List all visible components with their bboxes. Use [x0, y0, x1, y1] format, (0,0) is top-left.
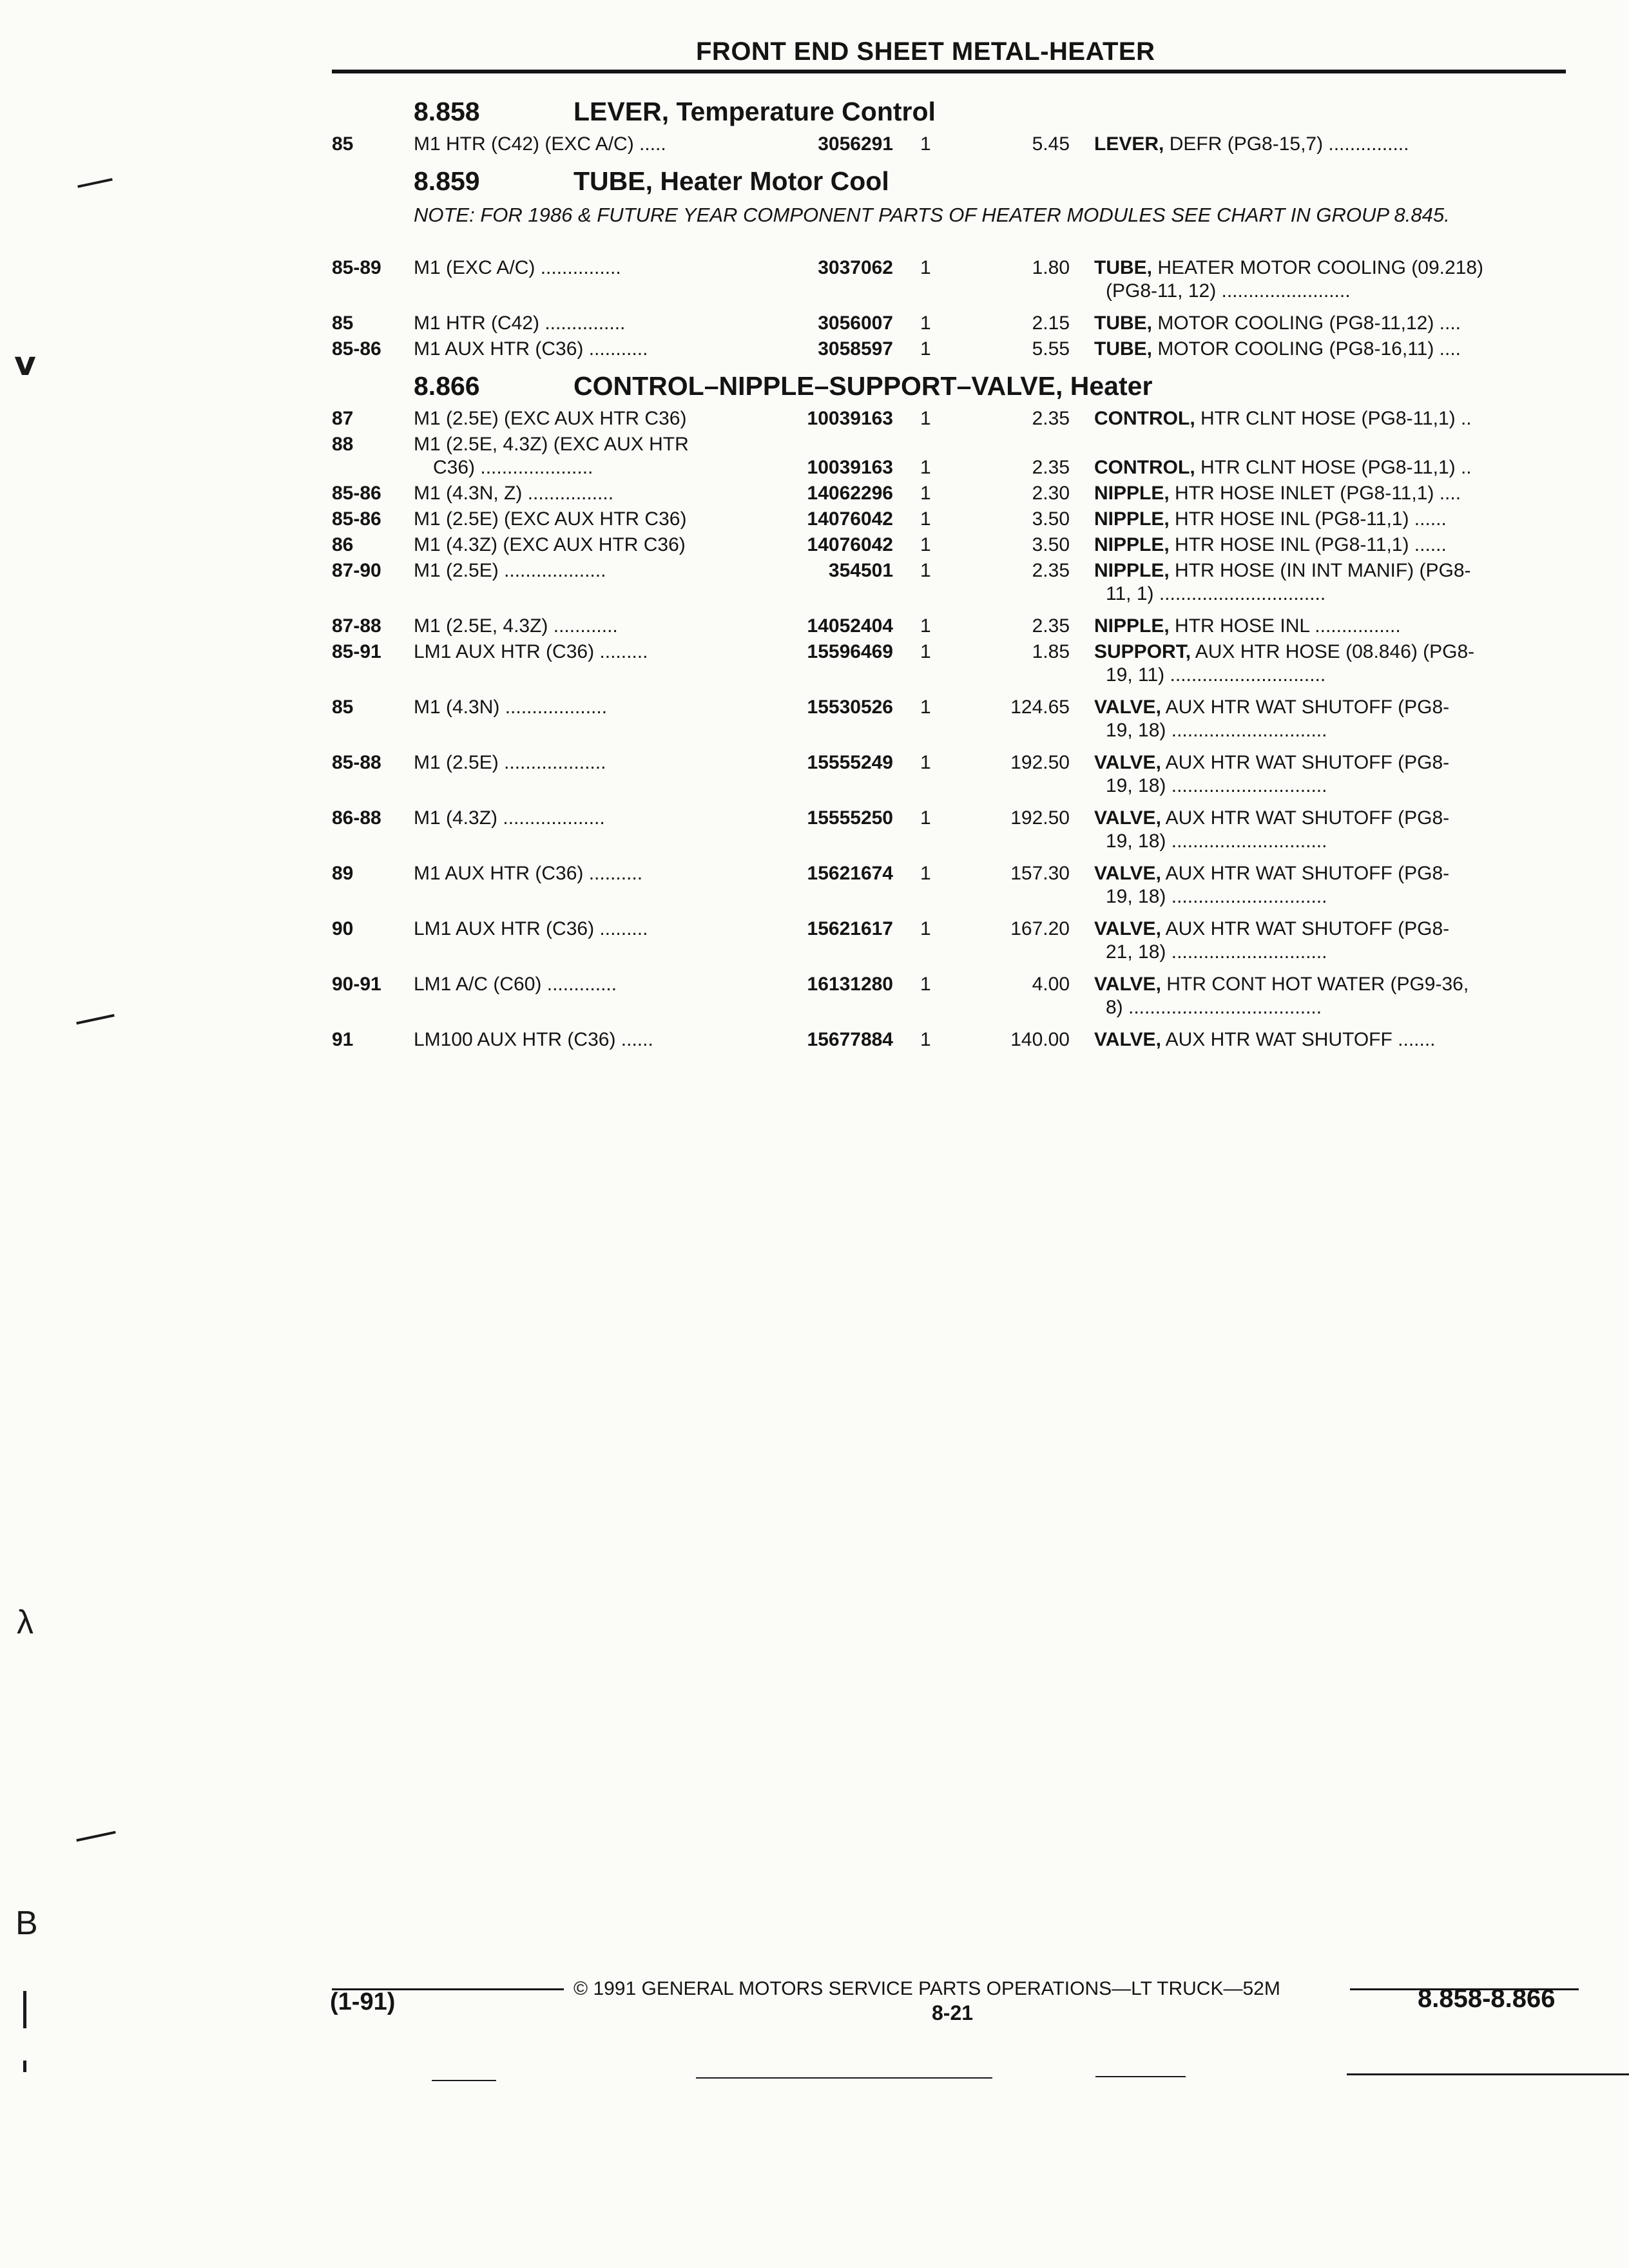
- part-name: NIPPLE,: [1094, 508, 1170, 530]
- description: [1094, 973, 1566, 1019]
- description-line: 8) ....................................: [1106, 997, 1322, 1018]
- description: [1094, 312, 1566, 335]
- description-line: [1094, 973, 1566, 996]
- part-number: 15530526: [807, 697, 893, 718]
- description: [1094, 751, 1566, 798]
- description-line: [1094, 1028, 1566, 1052]
- model-years: 86-88: [332, 807, 381, 829]
- application-line: M1 (4.3Z) ...................: [414, 807, 605, 829]
- description: [1094, 559, 1566, 606]
- application: [414, 256, 764, 280]
- scan-mark: [23, 1991, 26, 2028]
- description: [1094, 482, 1566, 505]
- list-price: 2.35: [1032, 560, 1070, 581]
- part-name: VALVE,: [1094, 863, 1161, 884]
- description-text: HTR HOSE INLET (PG8-11,1) ....: [1175, 483, 1461, 504]
- application: [414, 862, 764, 885]
- description: [1094, 696, 1566, 742]
- footer-copyright: © 1991 GENERAL MOTORS SERVICE PARTS OPERATIONS—LT TRUCK—52M: [574, 1978, 1280, 1999]
- part-number: 3037062: [818, 257, 893, 278]
- description: [1094, 456, 1566, 479]
- description-line: [1094, 133, 1566, 156]
- scan-mark: [696, 2077, 992, 2079]
- description-line: [1094, 862, 1566, 885]
- application-line: M1 (2.5E, 4.3Z) (EXC AUX HTR: [414, 434, 689, 455]
- application-line: M1 (EXC A/C) ...............: [414, 257, 621, 278]
- description-text: AUX HTR WAT SHUTOFF (PG8-: [1165, 807, 1450, 829]
- part-name: VALVE,: [1094, 697, 1161, 718]
- description-line: 19, 18) .............................: [1106, 775, 1327, 796]
- part-name: NIPPLE,: [1094, 615, 1170, 637]
- part-number: 14052404: [807, 615, 893, 637]
- quantity: 1: [920, 807, 931, 829]
- description: [1094, 640, 1566, 687]
- model-years: 85-91: [332, 641, 381, 662]
- application: [414, 133, 764, 156]
- quantity: 1: [920, 918, 931, 939]
- quantity: 1: [920, 408, 931, 429]
- model-years: 85-89: [332, 257, 381, 278]
- part-name: TUBE,: [1094, 312, 1152, 334]
- part-number: 354501: [828, 560, 893, 581]
- scan-mark: [23, 2061, 26, 2072]
- model-years: 91: [332, 1029, 354, 1050]
- section-note: NOTE: FOR 1986 & FUTURE YEAR COMPONENT PARTS OF HEATER MODULES SEE CHART IN GROUP 8.845.: [414, 204, 1450, 226]
- part-name: NIPPLE,: [1094, 534, 1170, 555]
- application-line: M1 (2.5E) (EXC AUX HTR C36): [414, 508, 687, 530]
- description-text: HTR HOSE (IN INT MANIF) (PG8-: [1175, 560, 1471, 581]
- quantity: 1: [920, 863, 931, 884]
- list-price: 5.55: [1032, 338, 1070, 360]
- list-price: 2.30: [1032, 483, 1070, 504]
- application: [414, 312, 764, 335]
- description-line: [1094, 338, 1566, 361]
- application: [414, 973, 764, 996]
- application: [414, 1028, 764, 1052]
- description: [1094, 862, 1566, 908]
- description-line: [1094, 256, 1566, 280]
- application-line: M1 (4.3N) ...................: [414, 697, 608, 718]
- description-line: 21, 18) .............................: [1106, 941, 1327, 963]
- description-line: [1094, 312, 1566, 335]
- quantity: 1: [920, 560, 931, 581]
- description-text: HTR CLNT HOSE (PG8-11,1) ..: [1200, 408, 1472, 429]
- part-number: 15596469: [807, 641, 893, 662]
- list-price: 1.85: [1032, 641, 1070, 662]
- scan-mark: [1095, 2076, 1186, 2077]
- list-price: 3.50: [1032, 534, 1070, 555]
- list-price: 140.00: [1010, 1029, 1070, 1050]
- application-line: M1 (2.5E) (EXC AUX HTR C36): [414, 408, 687, 429]
- application-line: M1 (2.5E) ...................: [414, 752, 606, 773]
- model-years: 85-86: [332, 508, 381, 530]
- part-name: VALVE,: [1094, 974, 1161, 995]
- description-line: [1094, 559, 1566, 582]
- description-text: MOTOR COOLING (PG8-16,11) ....: [1157, 338, 1461, 360]
- application-line: M1 HTR (C42) ...............: [414, 312, 626, 334]
- list-price: 2.35: [1032, 457, 1070, 478]
- part-name: VALVE,: [1094, 752, 1161, 773]
- quantity: 1: [920, 615, 931, 637]
- list-price: 167.20: [1010, 918, 1070, 939]
- description: [1094, 1028, 1566, 1052]
- quantity: 1: [920, 641, 931, 662]
- part-name: NIPPLE,: [1094, 483, 1170, 504]
- list-price: 5.45: [1032, 133, 1070, 155]
- description: [1094, 508, 1566, 531]
- part-number: 3058597: [818, 338, 893, 360]
- section-code: 8.866: [414, 371, 480, 401]
- quantity: 1: [920, 752, 931, 773]
- part-number: 14076042: [807, 534, 893, 555]
- list-price: 192.50: [1010, 752, 1070, 773]
- description-line: [1094, 751, 1566, 774]
- quantity: 1: [920, 483, 931, 504]
- model-years: 86: [332, 534, 354, 555]
- description: [1094, 133, 1566, 156]
- application: [414, 696, 764, 719]
- application: [414, 338, 764, 361]
- description-line: [1094, 696, 1566, 719]
- description-text: AUX HTR WAT SHUTOFF (PG8-: [1165, 697, 1450, 718]
- application: [414, 407, 764, 430]
- description-line: [1094, 508, 1566, 531]
- part-number: 16131280: [807, 974, 893, 995]
- model-years: 85: [332, 312, 354, 334]
- description-line: 19, 11) .............................: [1106, 664, 1326, 686]
- part-name: NIPPLE,: [1094, 560, 1170, 581]
- quantity: 1: [920, 312, 931, 334]
- model-years: 90-91: [332, 974, 381, 995]
- model-years: 89: [332, 863, 354, 884]
- application: [414, 533, 764, 557]
- application: [414, 482, 764, 505]
- part-name: TUBE,: [1094, 338, 1152, 360]
- description-text: AUX HTR WAT SHUTOFF .......: [1165, 1029, 1436, 1050]
- description-text: AUX HTR WAT SHUTOFF (PG8-: [1165, 918, 1450, 939]
- description-line: (PG8-11, 12) ........................: [1106, 280, 1351, 302]
- part-name: VALVE,: [1094, 918, 1161, 939]
- section-code: 8.858: [414, 97, 480, 126]
- application: [414, 807, 764, 830]
- description: [1094, 407, 1566, 430]
- model-years: 85: [332, 697, 354, 718]
- application-line: M1 (4.3N, Z) ................: [414, 483, 614, 504]
- application-line: LM1 AUX HTR (C36) .........: [414, 641, 648, 662]
- description-text: HTR HOSE INL (PG8-11,1) ......: [1175, 534, 1447, 555]
- model-years: 90: [332, 918, 354, 939]
- application: [414, 918, 764, 941]
- application: [414, 508, 764, 531]
- scan-mark: B: [15, 1905, 38, 1942]
- model-years: 87-90: [332, 560, 381, 581]
- description: [1094, 615, 1566, 638]
- scan-mark: [432, 2080, 496, 2081]
- list-price: 4.00: [1032, 974, 1070, 995]
- description-text: MOTOR COOLING (PG8-11,12) ....: [1157, 312, 1461, 334]
- description: [1094, 338, 1566, 361]
- list-price: 2.35: [1032, 615, 1070, 637]
- description-line: [1094, 456, 1566, 479]
- part-number: 15621617: [807, 918, 893, 939]
- scan-mark: [1347, 2073, 1629, 2075]
- model-years: 88: [332, 434, 354, 455]
- quantity: 1: [920, 338, 931, 360]
- description-text: HTR HOSE INL ................: [1175, 615, 1401, 637]
- part-name: VALVE,: [1094, 807, 1161, 829]
- description-text: HEATER MOTOR COOLING (09.218): [1157, 257, 1484, 278]
- model-years: 87-88: [332, 615, 381, 637]
- footer-section-range: 8.858-8.866: [1418, 1984, 1556, 2013]
- part-number: 10039163: [807, 457, 893, 478]
- description-line: [1094, 640, 1566, 664]
- model-years: 85-86: [332, 338, 381, 360]
- application-line: LM100 AUX HTR (C36) ......: [414, 1029, 653, 1050]
- part-name: CONTROL,: [1094, 457, 1195, 478]
- page-title: FRONT END SHEET METAL-HEATER: [696, 37, 1155, 66]
- part-name: TUBE,: [1094, 257, 1152, 278]
- part-number: 3056291: [818, 133, 893, 155]
- part-number: 3056007: [818, 312, 893, 334]
- model-years: 85-86: [332, 483, 381, 504]
- application-line: M1 (2.5E) ...................: [414, 560, 606, 581]
- application-line: M1 (2.5E, 4.3Z) ............: [414, 615, 618, 637]
- part-name: LEVER,: [1094, 133, 1164, 155]
- description-line: [1094, 615, 1566, 638]
- application-line: M1 AUX HTR (C36) ..........: [414, 863, 643, 884]
- model-years: 85: [332, 133, 354, 155]
- description-line: 19, 18) .............................: [1106, 886, 1327, 907]
- application-line: M1 HTR (C42) (EXC A/C) .....: [414, 133, 666, 155]
- part-number: 15677884: [807, 1029, 893, 1050]
- application: [414, 615, 764, 638]
- section-title: TUBE, Heater Motor Cool: [574, 166, 889, 196]
- description-text: DEFR (PG8-15,7) ...............: [1169, 133, 1409, 155]
- footer-page-number: 8-21: [932, 2001, 974, 2024]
- list-price: 2.15: [1032, 312, 1070, 334]
- description-line: 19, 18) .............................: [1106, 720, 1327, 741]
- application: [414, 640, 764, 664]
- list-price: 2.35: [1032, 408, 1070, 429]
- description-text: HTR CLNT HOSE (PG8-11,1) ..: [1200, 457, 1472, 478]
- list-price: 124.65: [1010, 697, 1070, 718]
- section-code: 8.859: [414, 166, 480, 196]
- part-number: 15555249: [807, 752, 893, 773]
- list-price: 157.30: [1010, 863, 1070, 884]
- part-name: VALVE,: [1094, 1029, 1161, 1050]
- application: [414, 433, 764, 479]
- scan-mark: [76, 1831, 115, 1842]
- scan-mark: λ: [17, 1604, 34, 1641]
- part-number: 10039163: [807, 408, 893, 429]
- part-number: 15555250: [807, 807, 893, 829]
- description-line: 19, 18) .............................: [1106, 831, 1327, 852]
- quantity: 1: [920, 133, 931, 155]
- part-number: 14062296: [807, 483, 893, 504]
- description-line: 11, 1) ...............................: [1106, 583, 1326, 604]
- application: [414, 559, 764, 582]
- description-text: AUX HTR WAT SHUTOFF (PG8-: [1165, 752, 1450, 773]
- description-text: HTR HOSE INL (PG8-11,1) ......: [1175, 508, 1447, 530]
- footer-date: (1-91): [330, 1988, 396, 2015]
- list-price: 192.50: [1010, 807, 1070, 829]
- description: [1094, 256, 1566, 303]
- part-number: 14076042: [807, 508, 893, 530]
- quantity: 1: [920, 534, 931, 555]
- part-name: CONTROL,: [1094, 408, 1195, 429]
- list-price: 1.80: [1032, 257, 1070, 278]
- description-text: HTR CONT HOT WATER (PG9-36,: [1166, 974, 1469, 995]
- section-title: CONTROL–NIPPLE–SUPPORT–VALVE, Heater: [574, 371, 1153, 401]
- description: [1094, 918, 1566, 964]
- description-line: [1094, 807, 1566, 830]
- model-years: 87: [332, 408, 354, 429]
- model-years: 85-88: [332, 752, 381, 773]
- description-text: AUX HTR HOSE (08.846) (PG8-: [1195, 641, 1475, 662]
- quantity: 1: [920, 1029, 931, 1050]
- description-text: AUX HTR WAT SHUTOFF (PG8-: [1165, 863, 1450, 884]
- part-number: 15621674: [807, 863, 893, 884]
- description: [1094, 533, 1566, 557]
- quantity: 1: [920, 697, 931, 718]
- quantity: 1: [920, 974, 931, 995]
- part-name: SUPPORT,: [1094, 641, 1191, 662]
- quantity: 1: [920, 508, 931, 530]
- quantity: 1: [920, 257, 931, 278]
- parts-listing: [0, 0, 1629, 1050]
- description: [1094, 807, 1566, 853]
- description-line: [1094, 533, 1566, 557]
- section-title: LEVER, Temperature Control: [574, 97, 936, 126]
- description-line: [1094, 407, 1566, 430]
- application-line: M1 AUX HTR (C36) ...........: [414, 338, 648, 360]
- application-line: LM1 AUX HTR (C36) .........: [414, 918, 648, 939]
- application-line: LM1 A/C (C60) .............: [414, 974, 617, 995]
- list-price: 3.50: [1032, 508, 1070, 530]
- application-line: C36) .....................: [433, 457, 593, 478]
- application-line: M1 (4.3Z) (EXC AUX HTR C36): [414, 534, 686, 555]
- scan-mark: ⅴ: [14, 345, 36, 383]
- application: [414, 751, 764, 774]
- description-line: [1094, 482, 1566, 505]
- description-line: [1094, 918, 1566, 941]
- quantity: 1: [920, 457, 931, 478]
